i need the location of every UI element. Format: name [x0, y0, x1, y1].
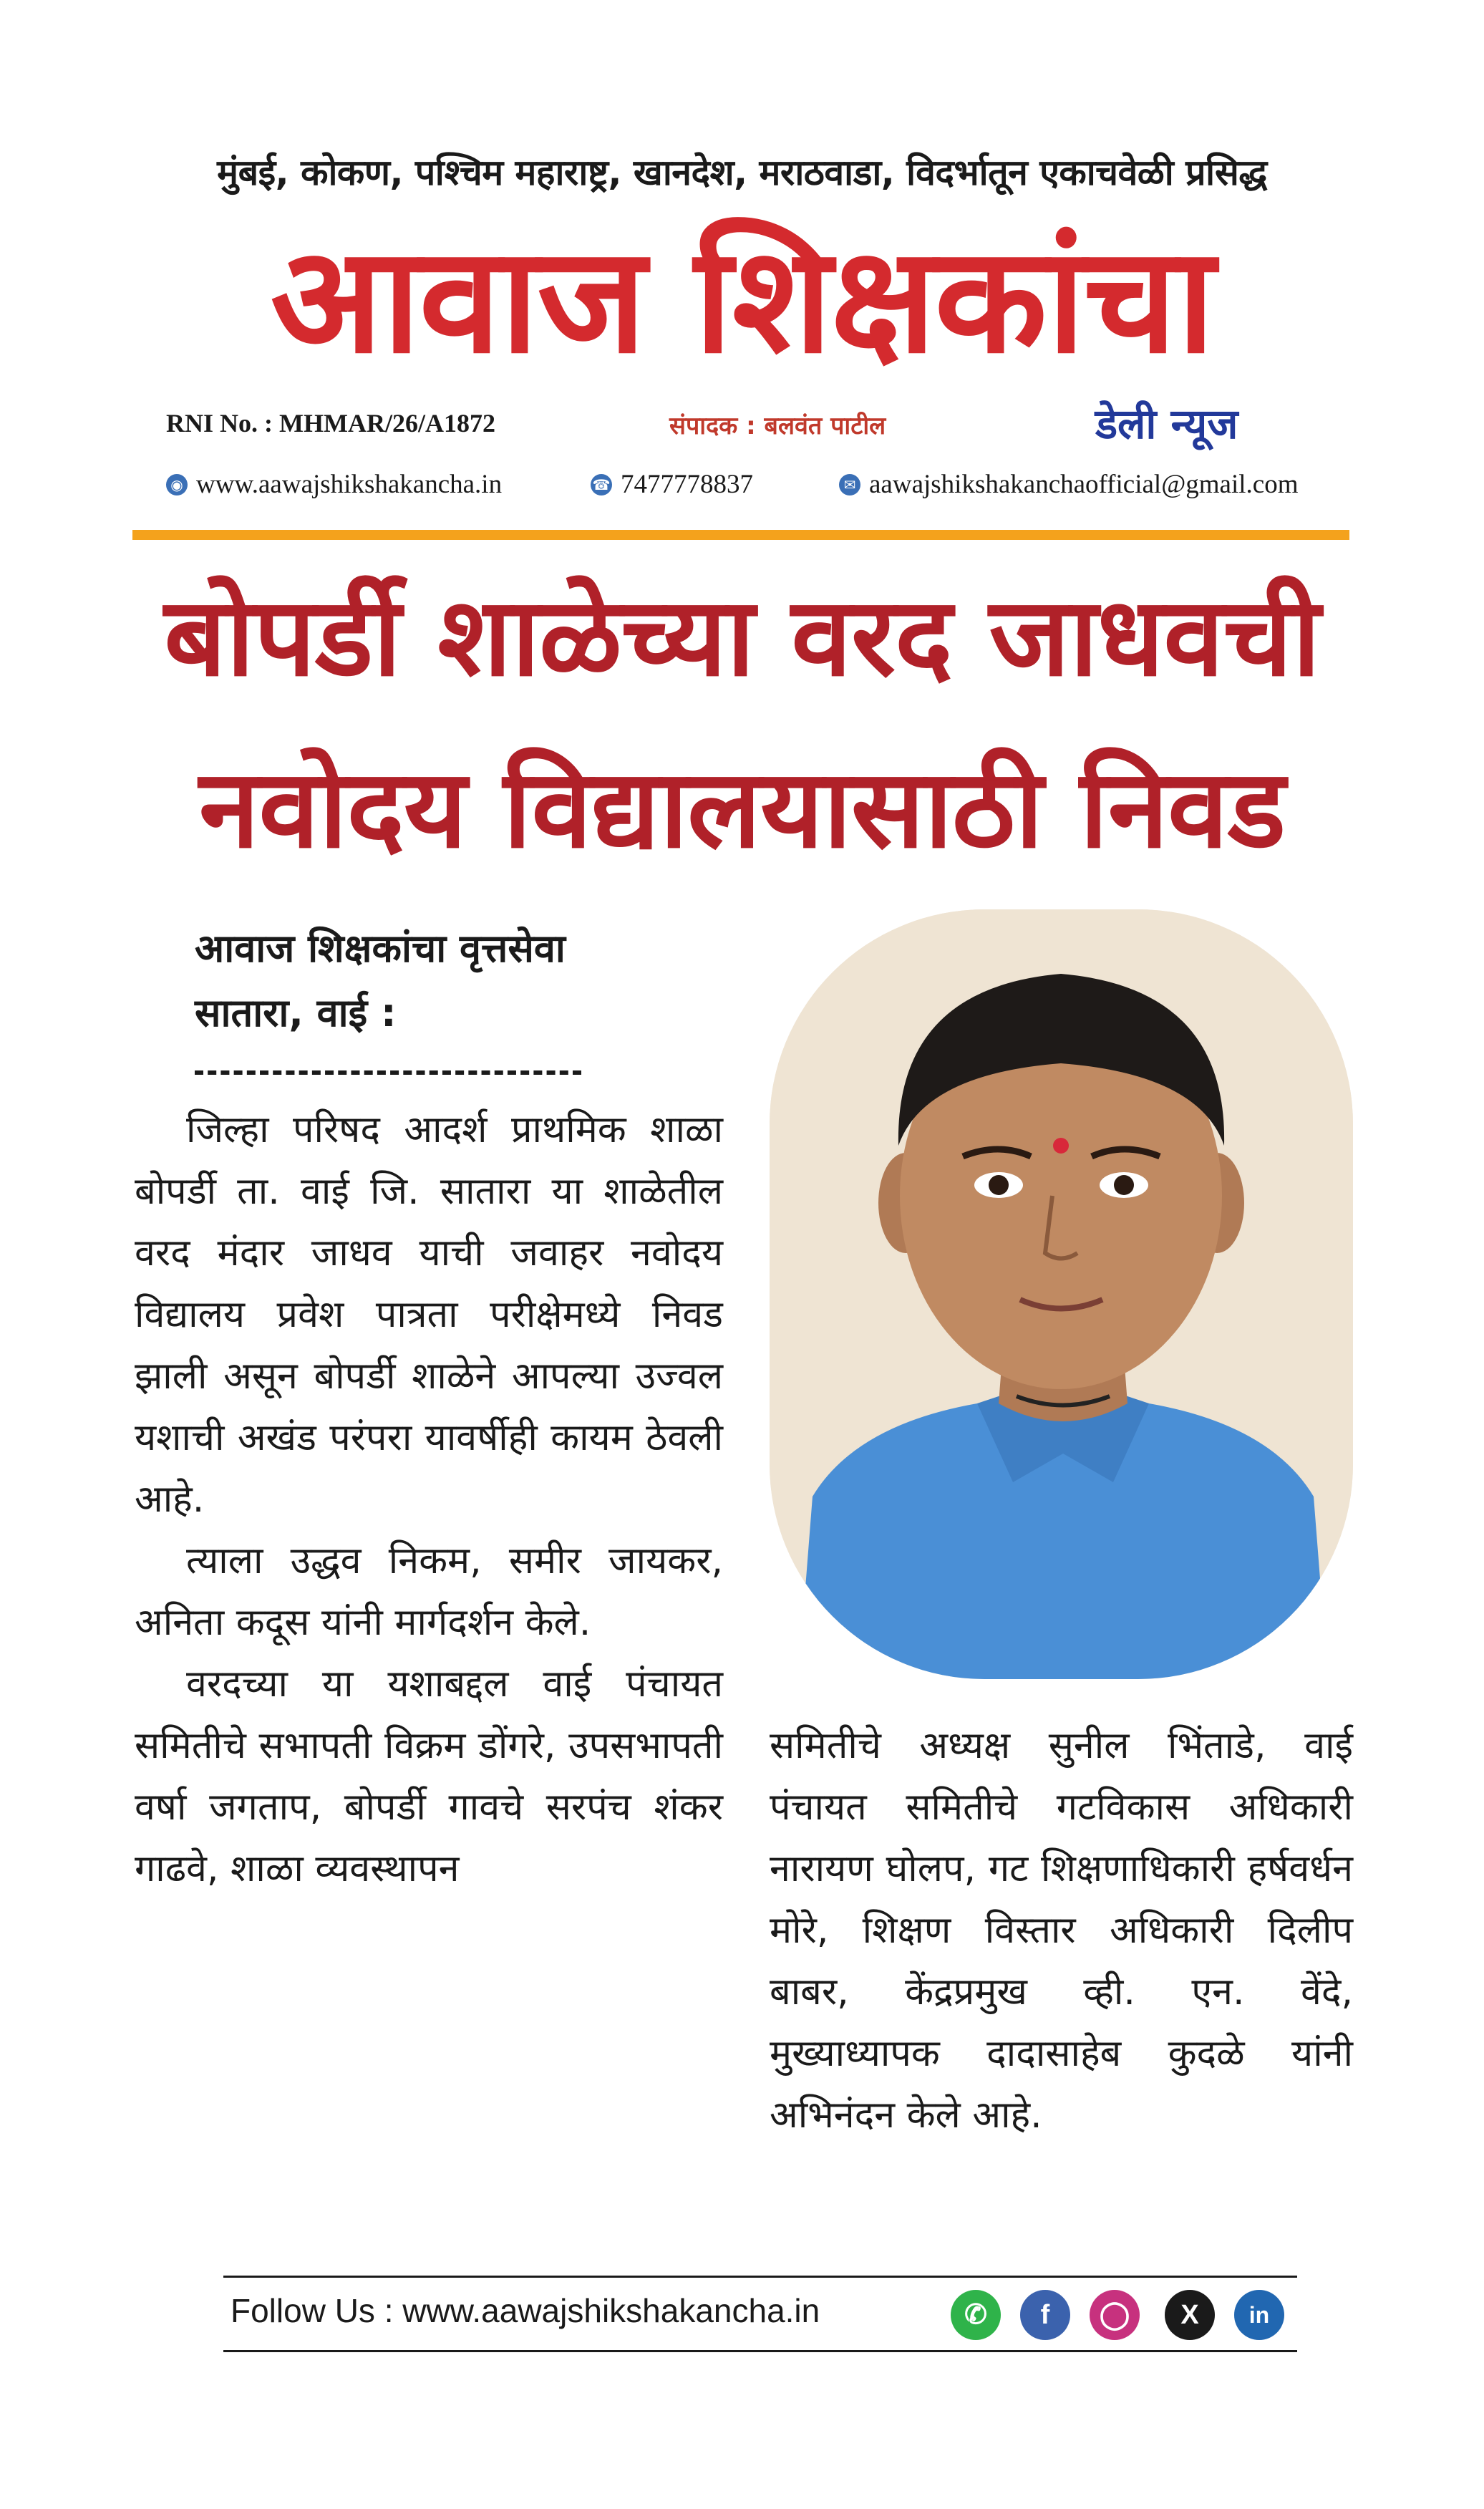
- article-column-right: [770, 1715, 1353, 2146]
- website-contact[interactable]: [166, 469, 502, 500]
- dateline: सातारा, वाई :: [195, 990, 397, 1035]
- header-divider: [132, 530, 1349, 540]
- website-link[interactable]: www.aawajshikshakancha.in: [196, 470, 503, 499]
- dashed-separator: [195, 1070, 581, 1075]
- instagram-icon[interactable]: ◯: [1090, 2290, 1140, 2340]
- x-icon[interactable]: X: [1165, 2290, 1215, 2340]
- email-contact[interactable]: [839, 469, 1298, 500]
- phone-contact[interactable]: [591, 469, 753, 500]
- footer-rule-bottom: [223, 2350, 1297, 2352]
- email-address[interactable]: aawajshikshakanchaofficial@gmail.com: [869, 470, 1299, 499]
- tagline: मुंबई, कोकण, पश्चिम महाराष्ट्र, खानदेश, मराठवाडा, विदर्भातून एकाचवेळी प्रसिद्ध: [217, 152, 1267, 193]
- headline-line-1: बोपर्डी शाळेच्या वरद जाधवची: [164, 574, 1320, 700]
- paragraph-2: त्याला उद्धव निकम, समीर जायकर, अनिता कदूस यांनी मार्गदर्शन केले.: [135, 1539, 723, 1644]
- facebook-icon[interactable]: f: [1020, 2290, 1070, 2340]
- phone-number[interactable]: 7477778837: [621, 470, 753, 499]
- paragraph-1: जिल्हा परिषद आदर्श प्राथमिक शाळा बोपर्डी ता. वाई जि. सातारा या शाळेतील वरद मंदार जाधव याची जवाहर नवोदय विद्यालय प्रवेश पात्रता परीक्षेमध्ये निवड झाली असून बोपर्डी शाळेने आपल्या उज्वल यशाची अखंड परंपरा यावर्षीही कायम ठेवली आहे.: [135, 1108, 723, 1521]
- daily-news-label: डेली न्यूज: [1095, 400, 1238, 448]
- student-photo: [770, 909, 1353, 1679]
- news-source: आवाज शिक्षकांचा वृत्तसेवा: [195, 926, 566, 971]
- rni-number: RNI No. : MHMAR/26/A1872: [166, 409, 495, 437]
- paragraph-3: वरदच्या या यशाबद्दल वाई पंचायत समितीचे सभापती विक्रम डोंगरे, उपसभापती वर्षा जगताप, बोपर्डी गावचे सरपंच शंकर गाढवे, शाळा व्यवस्थापन: [135, 1663, 723, 1890]
- editor-credit: संपादक : बलवंत पाटील: [669, 412, 886, 440]
- footer-rule-top: [223, 2276, 1297, 2278]
- phone-icon: ☎: [591, 474, 612, 495]
- email-icon: ✉: [839, 474, 860, 495]
- whatsapp-icon[interactable]: ✆: [951, 2290, 1001, 2340]
- follow-us-link[interactable]: Follow Us : www.aawajshikshakancha.in: [231, 2292, 820, 2329]
- masthead-title: आवाज शिक्षकांचा: [270, 216, 1214, 386]
- headline-line-2: नवोदय विद्यालयासाठी निवड: [199, 745, 1285, 872]
- globe-icon: ◉: [166, 474, 188, 495]
- article-column-left: [135, 1099, 723, 1900]
- linkedin-icon[interactable]: in: [1234, 2290, 1284, 2340]
- paragraph-4: समितीचे अध्यक्ष सुनील भिंताडे, वाई पंचायत समितीचे गटविकास अधिकारी नारायण घोलप, गट शिक्षणाधिकारी हर्षवर्धन मोरे, शिक्षण विस्तार अधिकारी दिलीप बाबर, केंद्रप्रमुख व्ही. एन. वेंदे, मुख्याध्यापक दादासाहेब कुदळे यांनी अभिनंदन केले आहे.: [770, 1724, 1353, 2137]
